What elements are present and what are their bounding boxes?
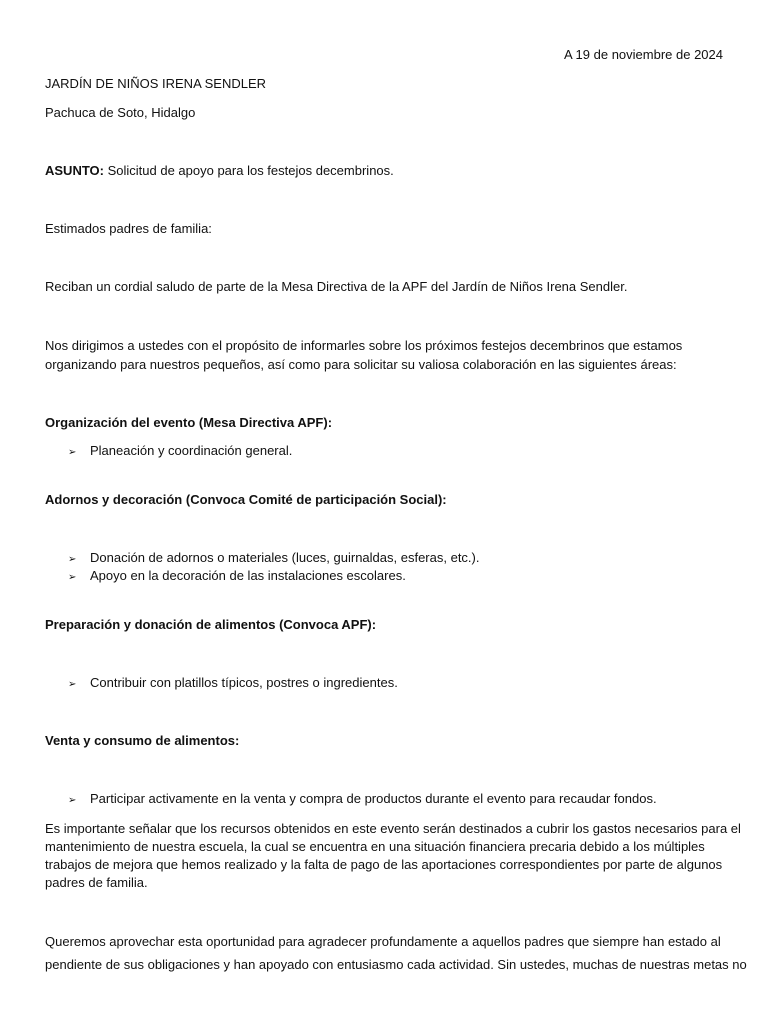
list-item: ➢ Planeación y coordinación general. xyxy=(68,442,292,462)
section-heading-adornos: Adornos y decoración (Convoca Comité de participación Social): xyxy=(45,492,447,507)
letter-date: A 19 de noviembre de 2024 xyxy=(563,47,723,62)
salutation: Estimados padres de familia: xyxy=(45,221,212,236)
subject-line xyxy=(45,162,394,180)
resources-line-2: mantenimiento de nuestra escuela, la cual se encuentra en una situación financiera precaria debido a los múltiples xyxy=(45,839,705,854)
arrow-bullet-icon: ➢ xyxy=(68,572,77,583)
arrow-bullet-icon: ➢ xyxy=(68,795,77,806)
subject-label: ASUNTO: xyxy=(45,163,104,178)
arrow-bullet-icon: ➢ xyxy=(68,679,77,690)
thanks-line-1: Queremos aprovechar esta oportunidad para agradecer profundamente a aquellos padres que siempre han estado al xyxy=(45,934,721,949)
arrow-bullet-icon: ➢ xyxy=(68,554,77,565)
list-item: ➢ Contribuir con platillos típicos, postres o ingredientes. xyxy=(68,674,398,694)
school-name: JARDÍN DE NIÑOS IRENA SENDLER xyxy=(45,76,267,91)
section-heading-venta: Venta y consumo de alimentos: xyxy=(45,733,240,748)
resources-line-4: padres de familia. xyxy=(45,875,148,890)
resources-line-3: trabajos de mejora que hemos realizado y la falta de pago de las aportaciones correspondientes por parte de algunos xyxy=(45,857,723,872)
thanks-line-2: pendiente de sus obligaciones y han apoyado con entusiasmo cada actividad. Sin ustedes, muchas de nuestras metas no xyxy=(45,957,747,972)
list-item: ➢ Apoyo en la decoración de las instalaciones escolares. xyxy=(68,567,406,587)
greeting: Reciban un cordial saludo de parte de la Mesa Directiva de la APF del Jardín de Niños Irena Sendler. xyxy=(45,279,628,294)
subject-text: Solicitud de apoyo para los festejos decembrinos. xyxy=(103,163,394,178)
school-location: Pachuca de Soto, Hidalgo xyxy=(45,105,196,120)
list-item: ➢ Participar activamente en la venta y compra de productos durante el evento para recaudar fondos. xyxy=(68,790,657,810)
section-heading-alimentos: Preparación y donación de alimentos (Convoca APF): xyxy=(45,617,377,632)
arrow-bullet-icon: ➢ xyxy=(68,447,77,458)
resources-line-1: Es importante señalar que los recursos obtenidos en este evento serán destinados a cubrir los gastos necesarios para el xyxy=(45,821,741,836)
section-heading-organizacion: Organización del evento (Mesa Directiva APF): xyxy=(45,415,333,430)
list-item: ➢ Donación de adornos o materiales (luces, guirnaldas, esferas, etc.). xyxy=(68,549,479,569)
intro-line-2: organizando para nuestros pequeños, así como para solicitar su valiosa colaboración en las siguientes áreas: xyxy=(45,357,677,372)
intro-line-1: Nos dirigimos a ustedes con el propósito de informarles sobre los próximos festejos decembrinos que estamos xyxy=(45,338,683,353)
